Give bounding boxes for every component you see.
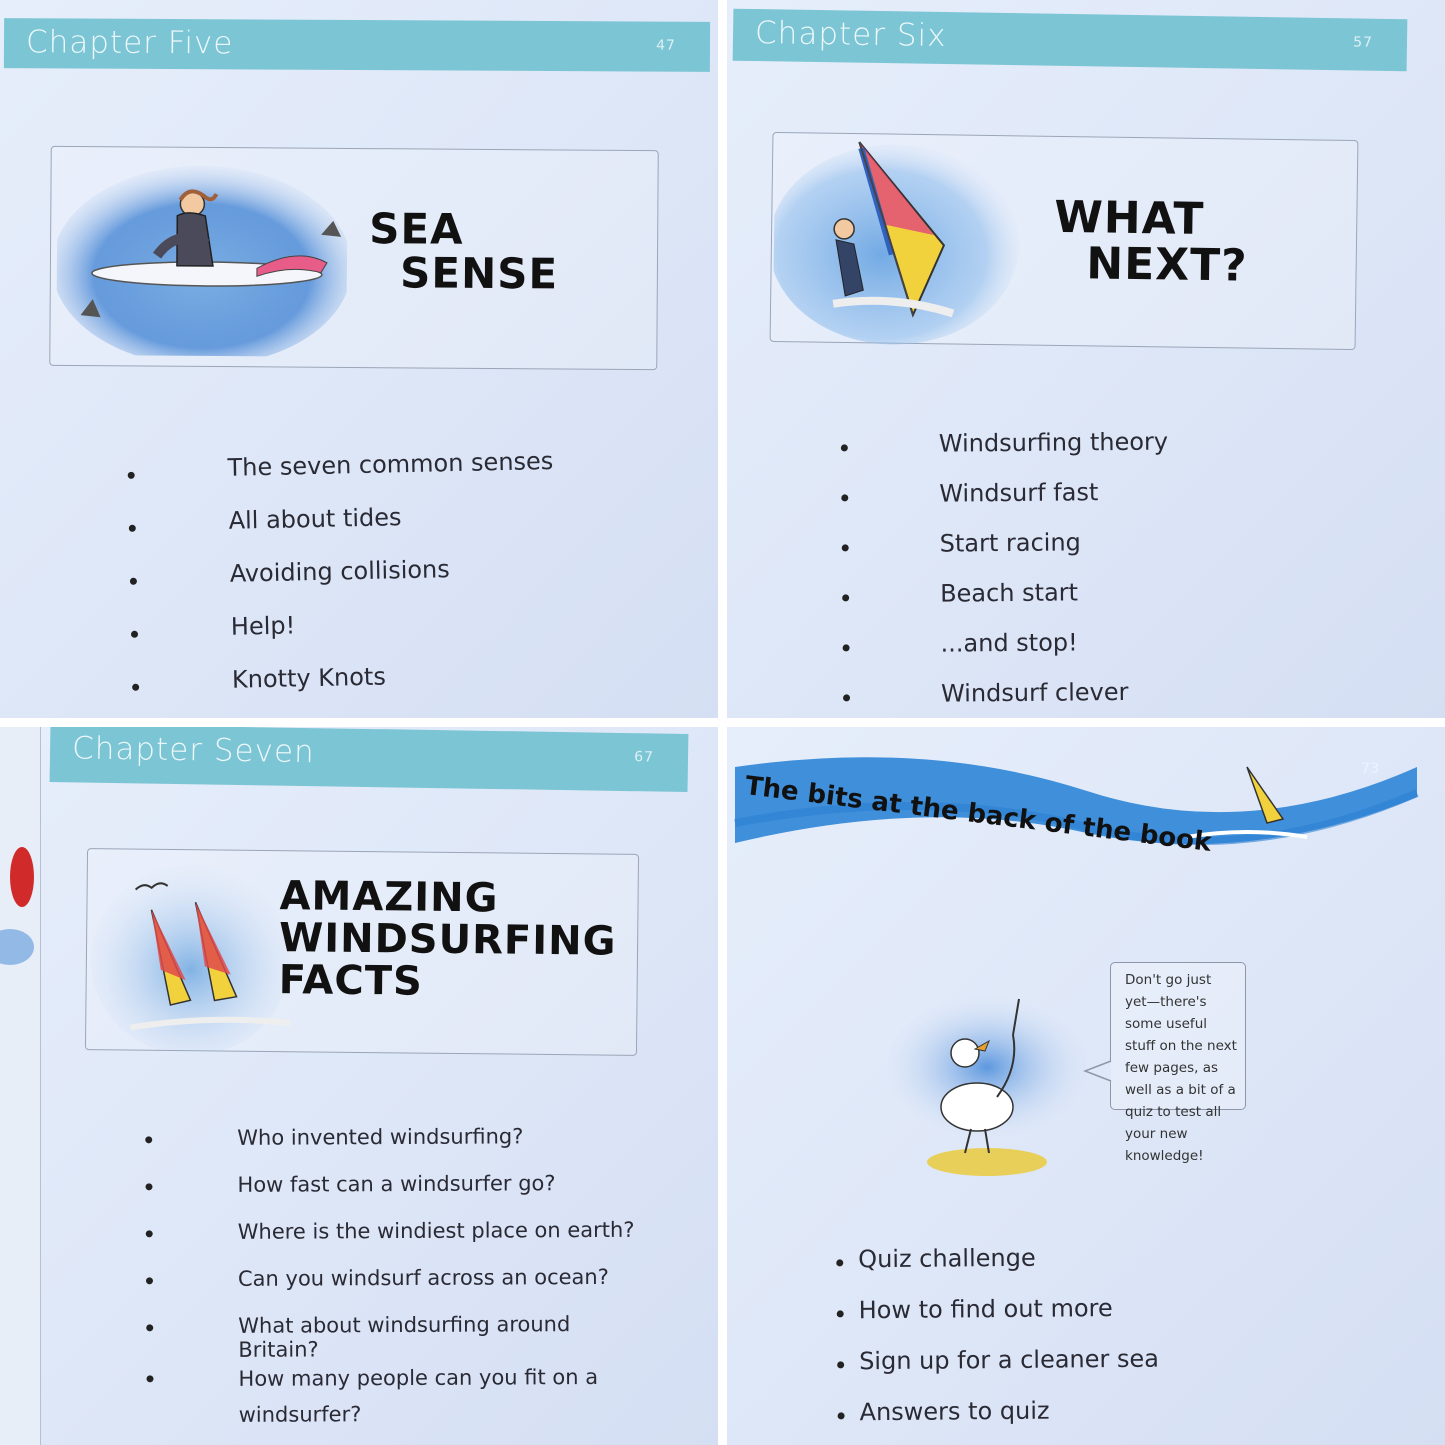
list-item: What about windsurfing around Britain? [146, 1312, 656, 1362]
facing-page-edge [0, 727, 41, 1445]
seagull-conductor-illustration [887, 987, 1107, 1187]
list-item: Windsurf fast [841, 476, 1401, 531]
list-item: ...and stop! [842, 626, 1402, 681]
list-item: Help! [131, 603, 692, 668]
chapter-title: Chapter Six [754, 15, 947, 55]
topic-list [841, 426, 1404, 718]
list-item: Avoiding collisions [130, 550, 691, 615]
list-item: Can you windsurf across an ocean? [146, 1265, 656, 1315]
list-item: Knotty Knots [132, 656, 693, 718]
list-item: The seven common senses [127, 444, 688, 509]
title-box [49, 146, 659, 370]
list-item: Beach start [842, 576, 1402, 631]
list-item: Start racing [842, 526, 1402, 581]
page-chapter-five [0, 0, 718, 718]
section-title: The bits at the back of the book [743, 771, 1213, 858]
topic-list [145, 1124, 657, 1442]
list-item: How many people can you fit on a windsurfer? [146, 1359, 656, 1442]
chapter-banner [4, 18, 710, 72]
list-item: How fast can a windsurfer go? [145, 1171, 655, 1221]
list-item: Quiz challenge [836, 1241, 1396, 1297]
sailor-sitting-on-board-illustration [56, 155, 347, 357]
page-number: 47 [656, 37, 677, 54]
page-chapter-six [727, 0, 1445, 718]
list-item: All about tides [128, 497, 689, 562]
two-windsurfers-illustration [90, 849, 292, 1051]
chapter-heading: AMAZING WINDSURFING FACTS [278, 873, 617, 1005]
title-box [770, 132, 1359, 350]
title-box [85, 848, 639, 1056]
list-item: Windsurfing theory [841, 426, 1401, 481]
list-item: Who invented windsurfing? [145, 1124, 655, 1174]
list-item: Answers to quiz [837, 1394, 1397, 1445]
list-item: How to find out more [837, 1292, 1397, 1348]
chapter-heading: WHAT NEXT? [1053, 191, 1249, 292]
list-item: Where is the windiest place on earth? [146, 1218, 656, 1268]
chapter-heading: SEA SENSE [369, 204, 559, 299]
page-number: 73 [1361, 761, 1379, 777]
topic-list [836, 1241, 1398, 1445]
chapter-banner [733, 9, 1408, 72]
speech-bubble-tail [1083, 1057, 1113, 1087]
chapter-banner [50, 727, 689, 792]
speech-bubble: Don't go just yet—there's some useful stuff on the next few pages, as well as a bit of a quiz to test all your new knowledge! [1110, 962, 1246, 1110]
page-number: 57 [1353, 34, 1374, 51]
page-back-of-book [727, 727, 1445, 1445]
list-item: Sign up for a cleaner sea [837, 1343, 1397, 1399]
chapter-title: Chapter Five [25, 24, 234, 62]
page-number: 67 [634, 749, 655, 766]
list-item: Windsurf clever [843, 676, 1403, 718]
chapter-title: Chapter Seven [71, 730, 315, 771]
topic-list [127, 444, 692, 718]
buoy-icon [0, 767, 40, 1067]
page-chapter-seven [0, 727, 718, 1445]
windsurfer-action-illustration [773, 133, 1036, 347]
